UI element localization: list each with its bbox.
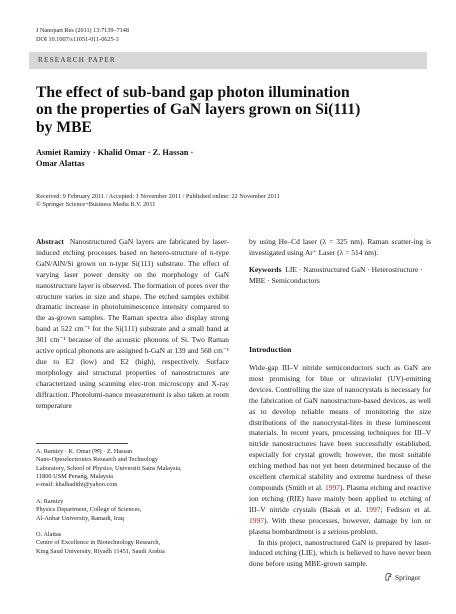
introduction-heading: Introduction: [249, 345, 292, 354]
affiliation-2-author: A. Ramizy: [36, 498, 64, 505]
reference-link[interactable]: 1997: [365, 504, 381, 514]
authors-line-1: Asmiet Ramizy · Khalid Omar · Z. Hassan ·: [36, 148, 194, 157]
abstract-continuation: [249, 237, 431, 259]
affiliation-2: [36, 498, 229, 523]
paper-title: [36, 84, 431, 136]
affiliation-3-author: O. Alattas: [36, 531, 62, 538]
springer-horse-icon: [384, 572, 393, 581]
copyright-line: © Springer Science+Business Media B.V. 2011: [36, 201, 156, 208]
affiliation-2-university: Al-Anbar University, Ramadi, Iraq: [36, 514, 124, 522]
keywords-block: [249, 265, 431, 287]
affiliation-1-lab: Nano-Optoelectronics Research and Technology: [36, 456, 159, 464]
publisher-mark: [384, 572, 420, 582]
reference-link[interactable]: 1997: [249, 515, 264, 525]
affiliation-1-address: 11800 USM Penang, Malaysia: [36, 472, 114, 480]
abstract-continuation-text: by using He–Cd laser (λ = 325 nm). Raman scatter-ing is investigated using Ar⁺ Laser (λ = 514 nm).: [249, 237, 431, 257]
affiliation-1-school: Laboratory, School of Physics, Universiti Sains Malaysia,: [36, 464, 182, 472]
footnote-rule: [36, 443, 128, 444]
affiliation-3-university: King Saud University, Riyadh 11451, Saudi Arabia: [36, 547, 165, 555]
reference-link[interactable]: 1997: [325, 482, 341, 492]
abstract-label: Abstract: [36, 237, 64, 246]
title-line-2: on the properties of GaN layers grown on Si(111): [36, 101, 361, 119]
affiliation-1: [36, 448, 229, 489]
authors-line-2: Omar Alattas: [36, 159, 85, 168]
affiliation-3-centre: Centre of Excellence in Biotechnology Research,: [36, 539, 161, 547]
introduction-paragraph-1: Wide-gap III–V nitride semiconductors such as GaN are most promising for blue or ultraviolet (UV)-emitting devices. Controlling the size of nanocrystals is necessary for the fabrication of GaN nanostructure-based devices, as well as to develop reliable means of monitoring the size distributions of the nanocrystal-lites in these luminescent materials. In recent years, processing techniques for III–V nitride nanostructures have been successfully established, especially for crystal growth; however, the most suitable etching method has not yet been determined because of the excellent chemical stability and extreme hardness of these compounds (Smith et al. 1997). Plasma etching and reactive ion etching (RIE) have mainly been applied to etching of III–V nitride crystals (Basak et al. 1997; Fedison et al. 1997). With these processes, however, damage by ion or plasma bombardment is a serious problem.: [249, 363, 431, 536]
affiliation-1-authors: A. Ramizy · K. Omar (✉) · Z. Hassan: [36, 448, 133, 455]
affiliation-2-department: Physics Department, College of Sciences,: [36, 506, 142, 514]
dates-line: Received: 9 February 2011 / Accepted: 1 November 2011 / Published online: 22 November 2011: [36, 193, 280, 200]
article-type-banner: [29, 52, 427, 69]
doi-line: DOI 10.1007/s11051-011-0625-3: [36, 36, 119, 43]
title-line-1: The effect of sub-band gap photon illumination: [36, 84, 350, 101]
introduction-paragraph-2: In this project, nanostructured GaN is prepared by laser-induced etching (LIE), which is believed to have never been done before using MBE-grown sample.: [249, 537, 431, 569]
introduction-body: [249, 363, 431, 570]
abstract-text: Nanostructured GaN layers are fabricated by laser-induced etching processes based on hetero-structure of n-type GaN/AlN/Si grown on n-type Si(111) substrate. The effect of varying laser power density on the morphology of GaN nanostructure layer is observed. The formation of pores over the structure varies in size and shape. The etched samples exhibit dramatic increase in photoluminescence intensity compared to the as-grown samples. The Raman spectra also display strong band at 522 cm⁻¹ for the Si(111) substrate and a small band at 301 cm⁻¹ because of the acoustic phonons of Si. Two Raman active optical phonons are assigned h-GaN at 139 and 568 cm⁻¹ due to E2 (low) and E2 (high), respectively. Surface morphology and structural properties of nanostructures are characterized using scanning elec-tron microscopy and X-ray diffraction. Photolumi-nance measurement is also taken at room temperature: [36, 237, 229, 410]
author-list: [36, 147, 306, 169]
title-line-3: by MBE: [36, 118, 92, 136]
publication-dates: [36, 193, 431, 209]
keywords-text: LIE · Nanostructured GaN · Heterostructure · MBE · Semiconductors: [249, 265, 423, 285]
affiliation-3: [36, 531, 229, 556]
keywords-label: Keywords: [249, 265, 282, 274]
article-type-label: RESEARCH PAPER: [38, 56, 116, 64]
publisher-name: Springer: [395, 573, 421, 582]
journal-citation: J Nanopart Res (2011) 13:7139–7148: [36, 27, 129, 34]
affiliation-1-email[interactable]: e-mail: khalhadithi@yahoo.com: [36, 481, 118, 489]
abstract-block: [36, 237, 229, 412]
